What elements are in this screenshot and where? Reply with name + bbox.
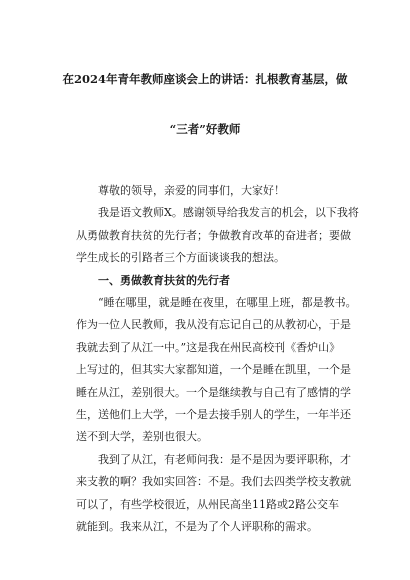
document-body — [76, 180, 359, 539]
body-text-line: 送不到大学，差别也很大。 — [76, 430, 208, 444]
body-text-line: 上写过的，但其实大家都知道，一个是睡在凯里，一个是 — [76, 363, 351, 377]
body-text-line: 就能到。我来从江，不是为了个人评职称的需求。 — [76, 520, 318, 534]
document-title-line-2: “三者”好教师 — [169, 122, 241, 136]
body-text-line: 从勇做教育扶贫的先行者；争做教育改革的奋进者；要做 — [76, 228, 351, 242]
body-text-line: 作为一位人民教师，我从没有忘记自己的从教初心，于是 — [76, 318, 351, 332]
section-heading: 一、勇做教育扶贫的先行者 — [98, 273, 230, 287]
body-text-line: 尊敬的领导，亲爱的同事们，大家好！ — [98, 184, 285, 197]
body-text-line: 可以了，有些学校很近，从州民高坐11路或2路公交车 — [76, 497, 339, 511]
document-title-line-1: 在2024年青年教师座谈会上的讲话：扎根教育基层，做 — [62, 72, 348, 86]
body-text-line: 学生成长的引路者三个方面谈谈我的想法。 — [76, 251, 285, 265]
body-text-line: 我就去到了从江一中。”这是我在州民高校刊《香炉山》 — [76, 340, 341, 354]
body-text-line: 生，送他们上大学，一个是去接手别人的学生，一年半还 — [76, 408, 351, 422]
body-text-line: 我到了从江，有老师问我：是不是因为要评职称，才 — [98, 452, 351, 466]
body-text-line: “睡在哪里，就是睡在夜里，在哪里上班，都是教书。 — [98, 296, 357, 310]
body-text-line: 睡在从江，差别很大。一个是继续教与自己有了感情的学 — [76, 385, 351, 399]
body-text-line: 来支教的啊？我如实回答：不是。我们去四类学校支教就 — [76, 475, 351, 489]
body-text-line: 我是语文教师X。感谢领导给我发言的机会，以下我将 — [98, 206, 359, 220]
